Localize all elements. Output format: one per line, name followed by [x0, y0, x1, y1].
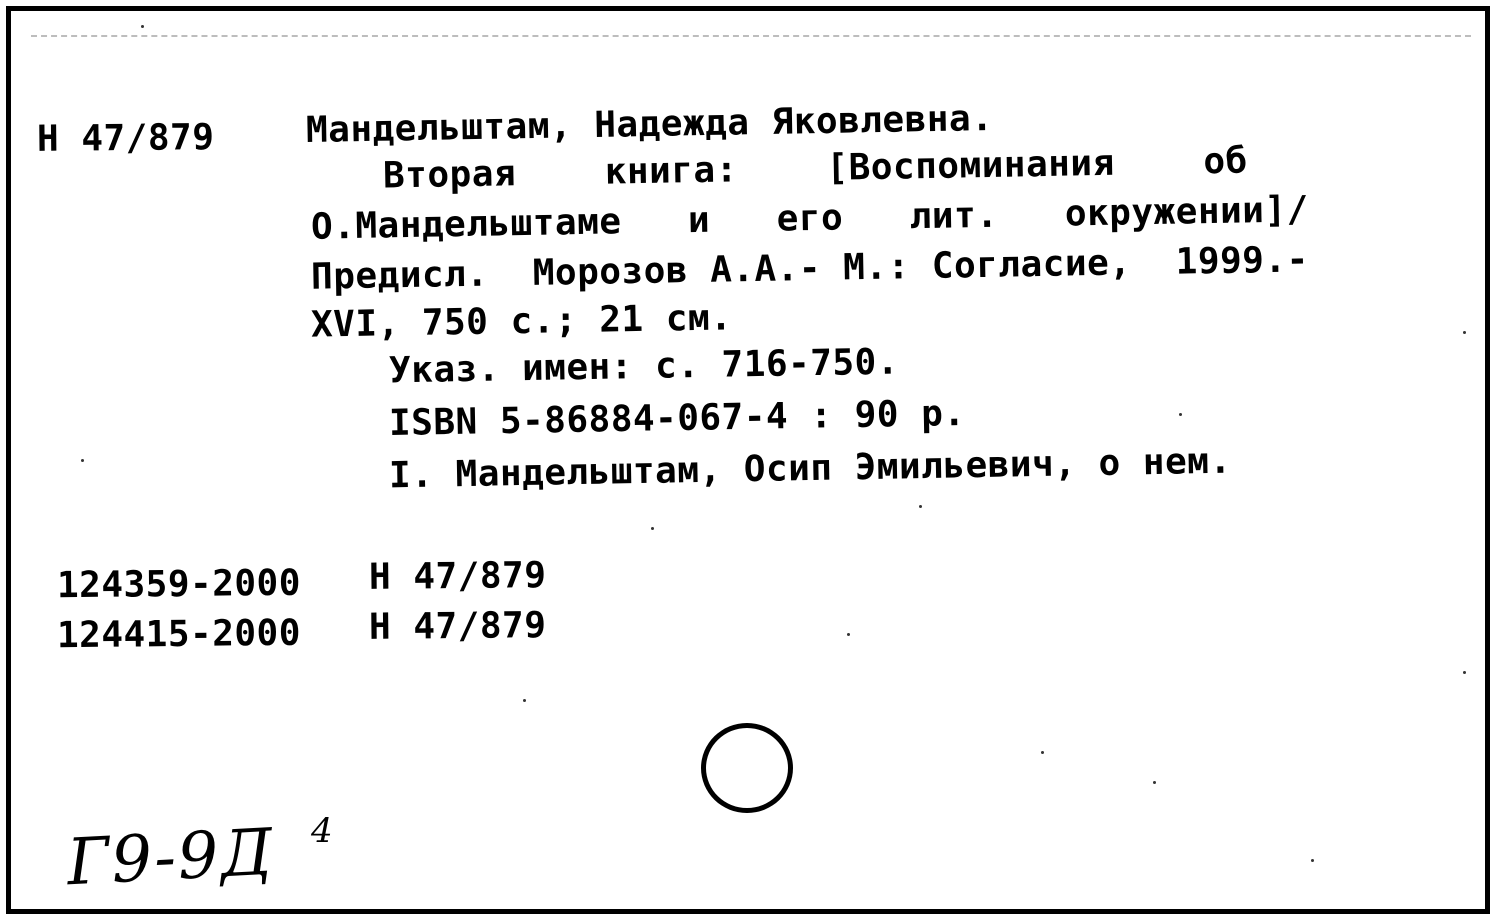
note-isbn: ISBN 5-86884-067-4 : 90 р.	[388, 392, 966, 445]
speck	[141, 25, 144, 28]
title-line-3: Предисл. Морозов А.А.- М.: Согласие, 1999.-	[310, 239, 1310, 298]
speck	[523, 699, 526, 702]
speck	[1311, 859, 1314, 862]
catalog-card	[6, 6, 1490, 914]
punch-hole	[701, 723, 793, 813]
handwritten-superscript: 4	[311, 811, 333, 851]
speck	[1153, 781, 1156, 784]
speck	[1041, 751, 1044, 754]
copy-row-2-inventory: 124415-2000	[56, 612, 302, 657]
top-dashed-line	[31, 35, 1471, 37]
copy-row-2-shelfmark: Н 47/879	[368, 605, 547, 648]
title-line-1: Вторая книга: [Воспоминания об	[382, 140, 1249, 197]
copy-row-1-inventory: 124359-2000	[56, 562, 302, 607]
handwritten-classification: Г9-9Д	[65, 815, 277, 901]
speck	[1179, 413, 1182, 416]
copy-row-1-shelfmark: Н 47/879	[368, 555, 547, 598]
speck	[847, 633, 850, 636]
note-subject: I. Мандельштам, Осип Эмильевич, о нем.	[388, 440, 1232, 497]
speck	[651, 527, 654, 530]
speck	[1463, 671, 1466, 674]
speck	[1463, 331, 1466, 334]
speck	[81, 459, 84, 462]
title-line-2: О.Мандельштаме и его лит. окружении]/	[310, 189, 1310, 248]
shelfmark: Н 47/879	[36, 117, 215, 160]
note-index: Указ. имен: с. 716-750.	[388, 341, 900, 392]
author-heading: Мандельштам, Надежда Яковлевна.	[305, 98, 994, 151]
title-line-4: XVI, 750 с.; 21 см.	[310, 297, 733, 346]
speck	[919, 505, 922, 508]
